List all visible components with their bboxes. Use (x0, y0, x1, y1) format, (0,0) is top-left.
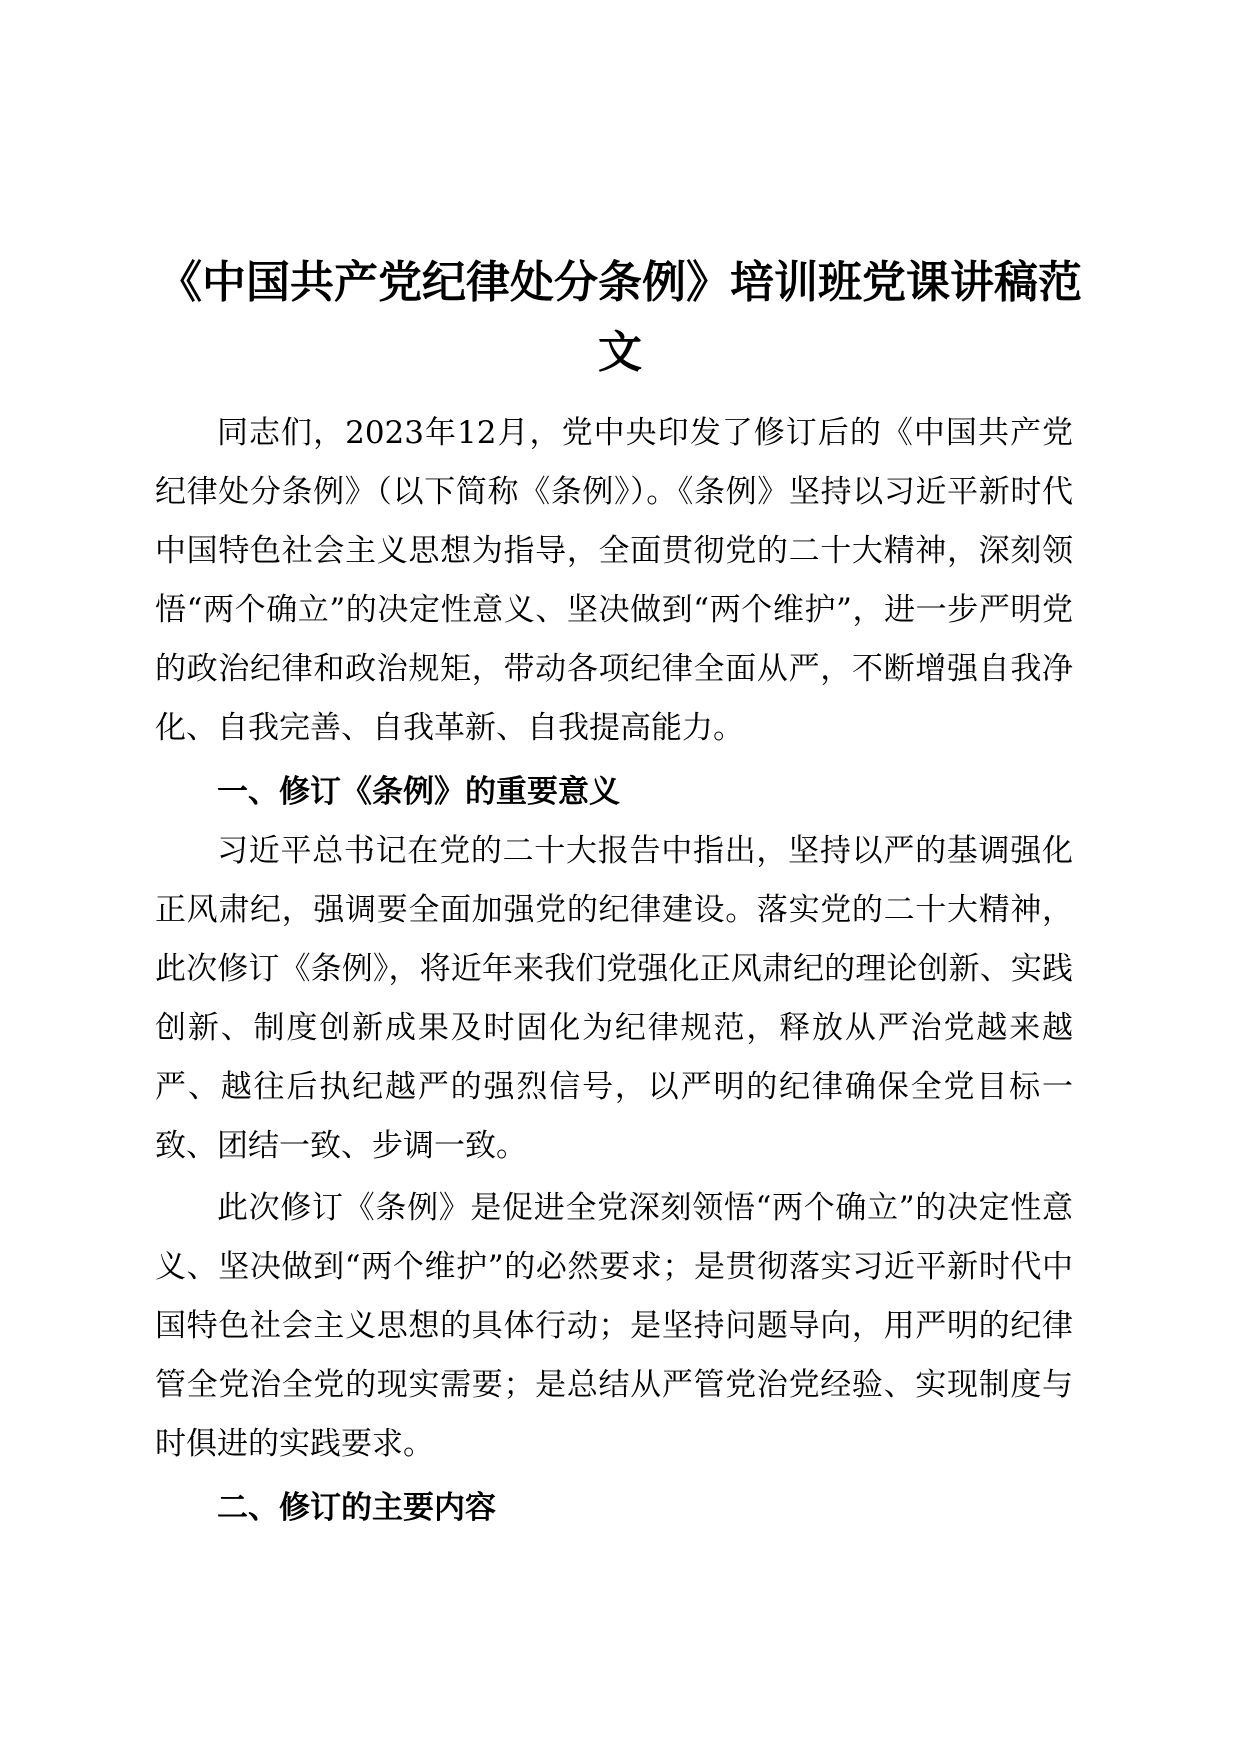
section1-paragraph-2: 此次修订《条例》是促进全党深刻领悟“两个确立”的决定性意义、坚决做到“两个维护”的必然要求；是贯彻落实习近平新时代中国特色社会主义思想的具体行动；是坚持问题导向，用严明的纪律管全党治全党的现实需要；是总结从严管党治党经验、实现制度与时俱进的实践要求。 (155, 1190, 1073, 1462)
document-title: 《中国共产党纪律处分条例》培训班党课讲稿范文 (158, 257, 1082, 378)
section1-paragraph-1: 习近平总书记在党的二十大报告中指出，坚持以严的基调强化正风肃纪，强调要全面加强党的纪律建设。落实党的二十大精神，此次修订《条例》，将近年来我们党强化正风肃纪的理论创新、实践创新、制度创新成果及时固化为纪律规范，释放从严治党越来越严、越往后执纪越严的强烈信号，以严明的纪律确保全党目标一致、团结一致、步调一致。 (155, 833, 1073, 1164)
intro-paragraph: 同志们，2023年12月，党中央印发了修订后的《中国共产党纪律处分条例》（以下简称《条例》）。《条例》坚持以习近平新时代中国特色社会主义思想为指导，全面贯彻党的二十大精神，深刻领悟“两个确立”的决定性意义、坚决做到“两个维护”，进一步严明党的政治纪律和政治规矩，带动各项纪律全面从严，不断增强自我净化、自我完善、自我革新、自我提高能力。 (155, 415, 1073, 746)
section-heading-1: 一、修订《条例》的重要意义 (217, 774, 620, 810)
document-body (155, 404, 1073, 1538)
section-heading-2: 二、修订的主要内容 (217, 1490, 496, 1526)
